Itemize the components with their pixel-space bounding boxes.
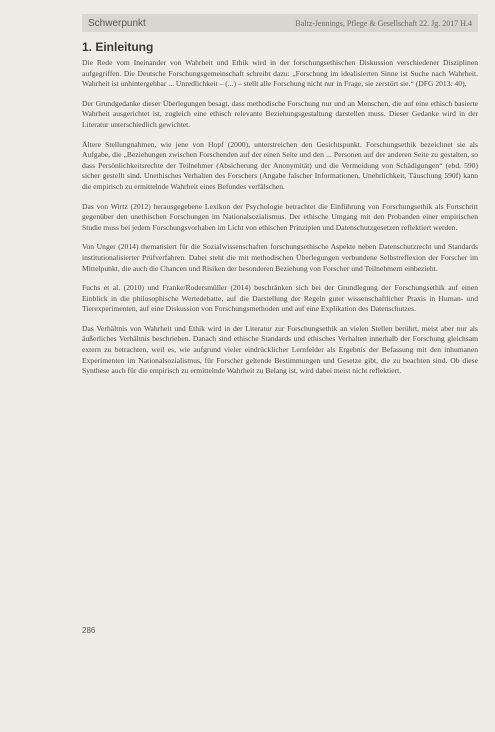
page-number: 286	[82, 626, 96, 635]
journal-reference: Baltz-Jennings, Pflege & Gesellschaft 22. Jg. 2017 H.4	[295, 18, 472, 28]
paragraph: Der Grundgedanke dieser Überlegungen besagt, dass methodische Forschung nur und an Menschen, die auf eine ethisch basierte Wahrheit ausgerichtet ist, zugleich eine ethisch relevante Beziehungsgestaltung darstellen muss. Dieser Gedanke wird in der Literatur unterschiedlich gewichtet.	[82, 98, 478, 129]
paragraph: Das Verhältnis von Wahrheit und Ethik wird in der Literatur zur Forschungsethik an vielen Stellen berührt, meist aber nur als äußerliches Verhältnis beschrieben. Danach sind ethische Standards und ethisches Verhalten innerhalb der Forschung gleichsam extern zu betrachten, weil es, wie aufgrund vieler eindrücklicher Lernfelder als Ergebnis der Befassung mit den inhumanen Experimenten im Nationalsozialismus, für Forscher geltende Bestimmungen und Gesetze gibt, die zu beachten sind. Ob diese Synthese auch für die empirisch zu ermittelnde Wahrheit zu Belang ist, wird dabei meist nicht reflektiert.	[82, 323, 478, 376]
paragraph: Fuchs et al. (2010) und Franke/Rodersmüller (2014) beschränken sich bei der Grundlegung der Forschungsethik auf einen Einblick in die philosophische Wertedebatte, auf die Darstellung der Regeln guter wissenschaftlicher Praxis in Human- und Tierexperimenten, auf eine Diskussion von Forschungsmethoden und auf eine Explikation des Datenschutzes.	[82, 283, 478, 314]
section-heading: 1. Einleitung	[82, 40, 154, 54]
paragraph: Ältere Stellungnahmen, wie jene von Hopf (2000), unterstreichen den Gesichtspunkt. Forschungsethik bezeichnet sie als Aufgabe, die „Beziehungen zwischen Forschenden auf der einen Seite und den ... Personen auf der anderen Seite zu gestalten, so dass Persönlichkeitsrechte der Teilnehmer (Absicherung der Anonymität) und die Vermeidung von Schädigungen“ (ebd. 590) sicher gestellt sind. Unethisches Verhalten des Forschers (Angabe falscher Informationen, Unehrlichkeit, Täuschung 590f) kann die empirisch zu ermittelnde Wahrheit eines Befundes verfälschen.	[82, 139, 478, 191]
body-text	[82, 58, 478, 386]
running-header	[82, 14, 478, 32]
section-label: Schwerpunkt	[88, 17, 146, 29]
paragraph: Die Rede vom Ineinander von Wahrheit und Ethik wird in der forschungsethischen Diskussion verschiedener Disziplinen aufgegriffen. Die Deutsche Forschungsgemeinschaft schreibt dazu: „Forschung im idealisierten Sinne ist Suche nach Wahrheit. Wahrheit ist unhintergehbar ... Unredlichkeit – (...) – stellt alle Forschung nicht nur in Frage, sie zerstört sie.“ (DFG 2013: 40).	[82, 58, 478, 89]
paragraph: Das von Wirtz (2012) herausgegebene Lexikon der Psychologie betrachtet die Einführung von Forschungsethik als Fortschritt gegenüber den unethischen Forschungen im Nationalsozialismus. Der ethische Umgang mit den Probanden einer empirischen Studie muss bei jedem Forschungsvorhaben im Licht von ethischen Prinzipien und Datenschutzgesetzen reflektiert werden.	[82, 201, 478, 232]
paragraph: Von Unger (2014) thematisiert für die Sozialwissenschaften forschungsethische Aspekte neben Datenschutzrecht und Standards institutionalisierter Prüfverfahren. Dabei steht die mit methodischen Überlegungen verbundene Selbstreflexion der Forscher im Mittelpunkt, die auch die Chancen und Risiken der besonderen Beziehung von Forscher und Teilnehmern einbezieht.	[82, 242, 478, 273]
